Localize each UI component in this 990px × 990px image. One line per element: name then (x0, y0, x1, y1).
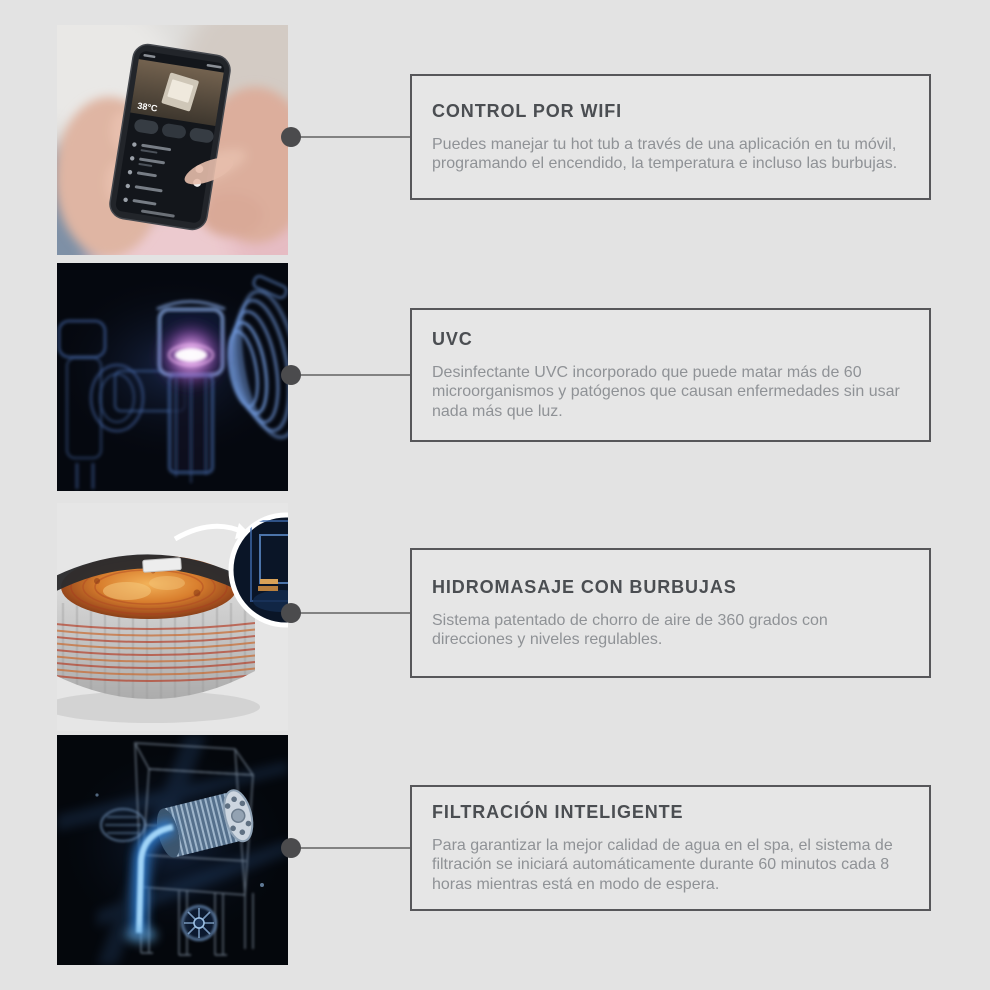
pump-impeller (182, 906, 216, 940)
feature-image-filtracion (57, 735, 288, 965)
feature-image-hidromasaje (57, 503, 288, 731)
feature-image-uvc (57, 263, 288, 491)
connector-line (291, 847, 410, 849)
connector-dot (281, 838, 301, 858)
feature-description: Desinfectante UVC incorporado que puede matar más de 60 microorganismos y patógenos que causan enfermedades sin usar nada más que luz. (432, 364, 900, 420)
tub-logo-patch (143, 558, 182, 573)
connector-dot (281, 365, 301, 385)
feature-description: Sistema patentado de chorro de aire de 360 grados con direcciones y niveles regulables. (432, 611, 828, 648)
connector-dot (281, 127, 301, 147)
connector-dot (281, 603, 301, 623)
app-temperature-readout: 38°C (136, 100, 159, 114)
feature-title: FILTRACIÓN INTELIGENTE (432, 802, 684, 823)
filtration-xray-render (57, 735, 288, 965)
feature-description: Puedes manejar tu hot tub a través de una aplicación en tu móvil, programando el encendido, la temperatura e incluso las burbujas. (432, 135, 898, 172)
hot-tub-photo (57, 503, 288, 731)
feature-card-wifi-control (410, 74, 931, 200)
feature-card-hidromasaje (410, 548, 931, 678)
feature-image-wifi-control (57, 25, 288, 255)
uvc-xray-render (57, 263, 288, 491)
smartphone-app-photo (57, 25, 288, 255)
connector-line (291, 612, 410, 614)
connector-line (291, 374, 410, 376)
feature-description: Para garantizar la mejor calidad de agua en el spa, el sistema de filtración se iniciará automáticamente durante 60 minutos cada 8 horas mientras está en modo de espera. (432, 837, 893, 893)
feature-title: CONTROL POR WIFI (432, 100, 623, 121)
connector-line (291, 136, 410, 138)
feature-title: UVC (432, 329, 473, 350)
feature-card-filtracion (410, 785, 931, 911)
feature-title: HIDROMASAJE CON BURBUJAS (432, 576, 737, 597)
feature-card-uvc (410, 308, 931, 442)
